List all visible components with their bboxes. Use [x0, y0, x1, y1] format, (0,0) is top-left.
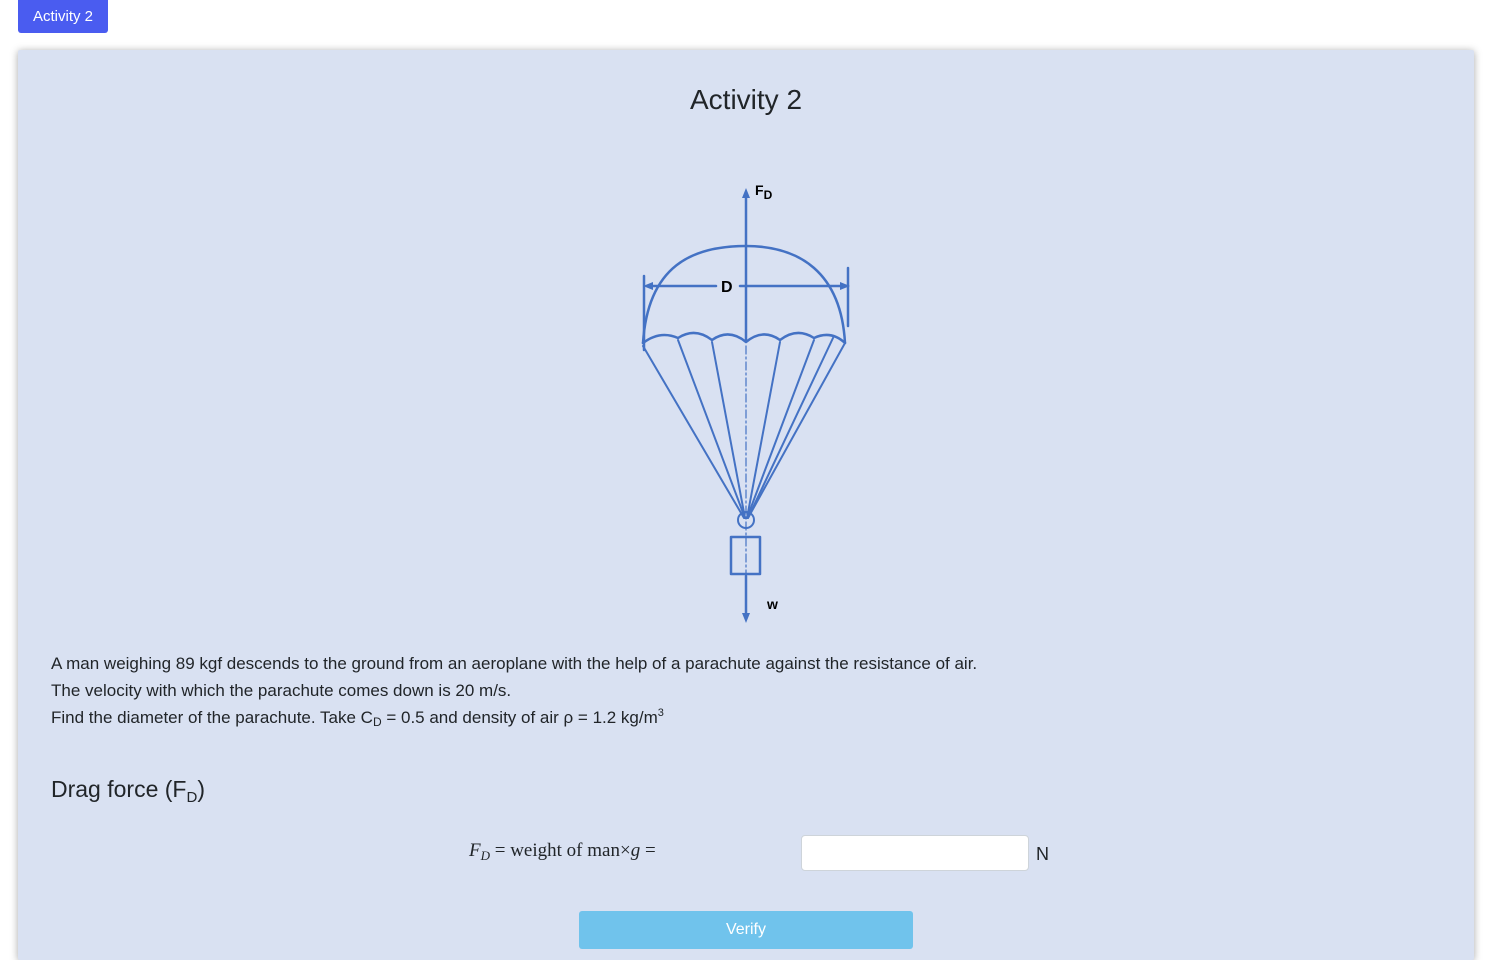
problem-line-2: The velocity with which the parachute comes down is 20 m/s.: [51, 681, 512, 700]
problem-statement: [51, 650, 1351, 731]
weight-label: w: [767, 596, 778, 612]
activity-tab[interactable]: Activity 2: [18, 0, 108, 33]
unit-label: N: [1036, 844, 1049, 864]
drag-force-label-sub: D: [763, 188, 773, 202]
canopy-dome: [643, 246, 845, 343]
problem-line-3: Find the diameter of the parachute. Take $C_D = 0.5$ and density of air ρ = 1.2 $kg/m^3$: [51, 707, 664, 729]
drag-force-label: F: [755, 182, 764, 198]
drag-force-input[interactable]: [801, 835, 1029, 871]
drag-force-equation: $F_D$ = weight of man×g =: [469, 840, 656, 863]
problem-line-1: A man weighing 89 kgf descends to the ground from an aeroplane with the help of a parachute against the resistance of air.: [51, 654, 978, 673]
canopy-scallops: [643, 333, 845, 343]
suspension-lines: [643, 338, 845, 518]
activity-card: [18, 50, 1474, 960]
page-title: Activity 2: [689, 84, 803, 115]
verify-button[interactable]: Verify: [579, 911, 913, 949]
section-heading: Drag force $(F_D)$: [51, 776, 205, 806]
diameter-label: D: [721, 279, 733, 296]
parachute-diagram: [638, 178, 878, 626]
svg-text:FD: [755, 182, 773, 202]
